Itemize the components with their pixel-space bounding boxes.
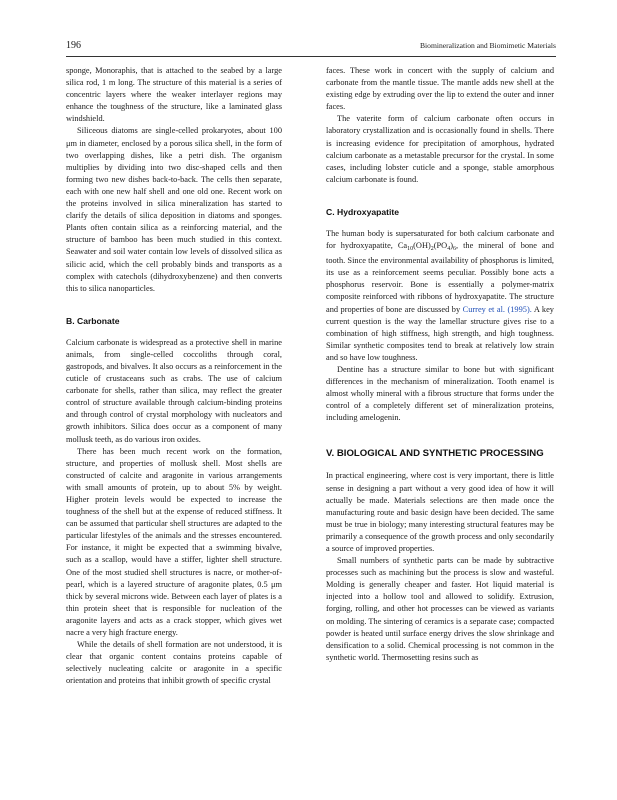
- paragraph: Small numbers of synthetic parts can be made by subtractive processes such as machining but the process is slow and wasteful. Molding is generally cheaper and faster. Hot liquid material is injected into a hollow tool and allowed to solidify. Extrusion, forging, rolling, and other hot processes can be viewed as variants on molding. The sintering of ceramics is a separate case; compacted powder is heated until surface energy drives the slow shrinkage and densification to a solid. Chemical processing is not common in the synthetic world. Thermosetting resins such as: [326, 556, 554, 662]
- header-rule: [66, 56, 556, 57]
- subscript: 2: [430, 246, 434, 253]
- subscript: 10: [407, 246, 414, 253]
- section-heading-processing: V. BIOLOGICAL AND SYNTHETIC PROCESSING: [326, 448, 544, 460]
- text-run: A key current question is the way the lamellar structure gives rise to a combination of high stiffness, high strength, and high toughness. Similar synthetic composites tend to break at relatively low strain and so have low toughness.: [326, 304, 554, 362]
- citation-link[interactable]: Currey et al. (1995).: [462, 304, 532, 314]
- section-heading-carbonate: B. Carbonate: [66, 315, 120, 326]
- paragraph: In practical engineering, where cost is very important, there is little sense in designing a part without a very good idea of how it will actually be made. Materials selections are then made once the manufacturing route and basic design have been decided. The same must be true in biology; many interesting structural features may be primarily a consequence of the growth process and only secondarily a source of improved properties.: [326, 471, 554, 553]
- text-run: ): [450, 241, 453, 251]
- paragraph: The vaterite form of calcium carbonate often occurs in laboratory crystallization and is occasionally found in shells. There is increasing evidence for precipitation of amorphous, hydrated calcium carbonate as a metastable precursor for the crystal. In some cases, including lobster cuticle and a sponge, stable amorphous calcium carbonate is found.: [326, 114, 554, 184]
- subscript: 4: [447, 246, 451, 253]
- paragraph: Calcium carbonate is widespread as a protective shell in marine animals, from single-celled coccoliths through coral, gastropods, and bivalves. It also occurs as a reinforcement in the cuticle of crustaceans such as crabs. The use of calcium carbonate for shells, rather than silica, may reflect the greater control of structure available through calcium-binding proteins and through control of crystal morphology with nucleators and growth inhibitors. Silica does occur as a component of many mollusk teeth, as do various iron oxides.: [66, 337, 282, 444]
- paragraph: Siliceous diatoms are single-celled prokaryotes, about 100 μm in diameter, enclosed by a porous silica shell, in the form of two overlapping dishes, like a petri dish. The organism multiplies by dividing into two disc-shaped cells and then forming two new dishes back-to-back. The cells then separate, each with one new half shell and one old one. Recent work on the proteins involved in silica mineralization has started to clarify the details of silica deposition in diatoms and sponges. Plants often contain silica as a reinforcing material, and the structure of bamboo has been much studied in this context. Seawater and soil water contain low levels of dissolved silica as silicic acid, which the cell probably binds and transports as a complex with catechols (dihydroxybenzene) and then converts this to silica nanoparticles.: [66, 126, 282, 293]
- text-run: , the mineral of bone and tooth. Since the environmental availability of phosphorus is limited, its use as a reinforcement seems peculiar. Possibly bone acts a phosphorus reservoir. Bone is essentially a polymer-matrix composite reinforced with ribbons of hydroxyapatite. The structure and properties of bone are discussed by: [326, 241, 554, 314]
- paragraph: There has been much recent work on the formation, structure, and properties of mollusk shell. Most shells are constructed of calcite and aragonite in various arrangements with small amounts of protein, up to about 5% by weight. Higher protein levels would be expected to increase the toughness of the shell but at the expense of reduced stiffness. It can be assumed that particular shell structures are adapted to the particular lifestyles of the animals and the stresses encountered. For instance, it might be expected that a swimming bivalve, such as a scallop, would have a stiffer, lighter shell structure. One of the most studied shell structures is nacre, or mother-of-pearl, which is a layered structure of aragonite plates, 0.5 μm thick by several microns wide. Between each layer of plates is a thin protein sheet that is responsible for nucleation of the aragonite layers and acts as a crack stopper, which gives wet nacre a very high fracture energy.: [66, 446, 282, 638]
- page-header: [66, 40, 556, 54]
- paragraph: While the details of shell formation are not understood, it is clear that organic content contains proteins capable of selectively nucleating calcite or aragonite in a specific orientation and proteins that inhibit growth of specific crystal: [66, 640, 282, 686]
- paragraph: Dentine has a structure similar to bone but with significant differences in the mechanism of mineralization. Tooth enamel is almost wholly mineral with a fibrous structure that forms under the control of a completely different set of mineralization proteins, including amelogenin.: [326, 364, 554, 423]
- paragraph: sponge, Monoraphis, that is attached to the seabed by a large silica rod, 1 m long. The structure of this material is a series of concentric layers where the weaker interlayer regions may enhance the toughness of the structure, like a laminated glass windshield.: [66, 66, 282, 124]
- paragraph: faces. These work in concert with the supply of calcium and carbonate from the mantle tissue. The mantle adds new shell at the existing edge by extruding over the lip to extend the outer and inner faces.: [326, 66, 554, 112]
- running-head: Biomineralization and Biomimetic Materials: [419, 41, 556, 50]
- text-run: (PO: [433, 241, 448, 251]
- subscript: 6: [452, 246, 456, 253]
- text-run: The human body is supersaturated for both calcium carbonate and for hydroxyapatite, Ca: [326, 228, 554, 251]
- right-column: [326, 65, 554, 664]
- left-column: [66, 65, 282, 688]
- paragraph-hydroxyapatite: [326, 228, 554, 364]
- text-run: (OH): [413, 241, 431, 251]
- page-number: 196: [66, 40, 81, 51]
- section-heading-hydroxyapatite: C. Hydroxyapatite: [326, 206, 400, 217]
